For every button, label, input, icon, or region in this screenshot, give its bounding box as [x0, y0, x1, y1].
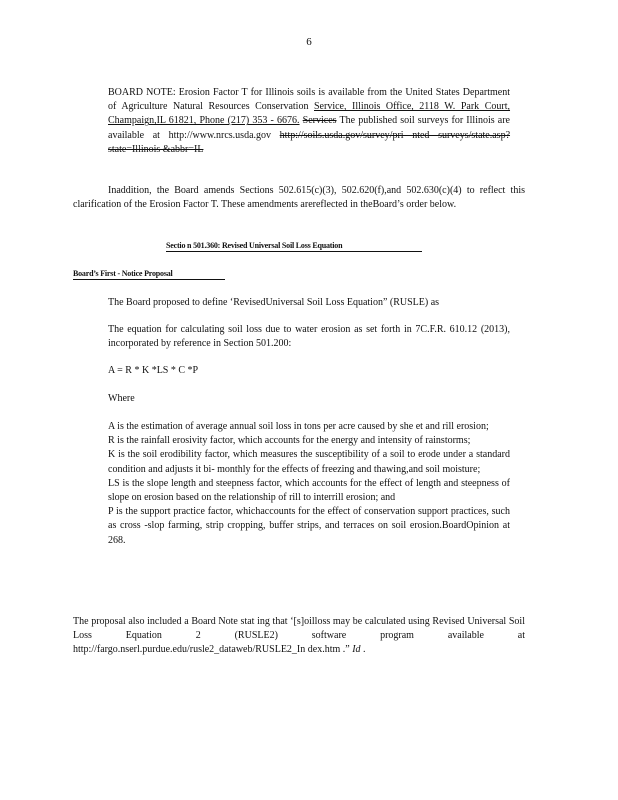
board-note-struck-services: Services — [302, 115, 337, 127]
definition-k: K is the soil erodibility factor, which measures the susceptibility of a soil to erode under a standard condition and adjusts it bi- monthly for the effects of freezing and thawing,and soil moisture; — [108, 449, 510, 475]
section-heading-text: Sectio n 501.360: Revised Universal Soil Loss Equation — [166, 241, 422, 252]
definitions-list — [108, 420, 510, 548]
definition-p: P is the support practice factor, whichaccounts for the effect of conservation support practices, such as cross -slop farming, strip cropping, buffer strips, and terraces on soil erosion.BoardOpinion at 268. — [108, 506, 510, 546]
board-note — [108, 86, 510, 157]
where-label: Where — [108, 393, 135, 404]
subheading — [73, 269, 225, 280]
closing-paragraph-main: The proposal also included a Board Note stat ing that ‘[s]oilloss may be calculated using Revised Universal Soil Loss Equation 2 (RUSLE2) software program available at http://fargo.nserl.purdue.edu/rusle2_dataweb/RUSLE2_In dex.htm .” — [73, 616, 525, 656]
board-note-struck-url: http://soils.usda.gov/survey/pri nted surveys/state.asp?state=Illinois &abbr=IL — [108, 129, 511, 155]
definition-ls: LS is the slope length and steepness factor, which accounts for the effect of length and steepness of slope on erosion based on the relationship of rill to interrill erosion; and — [108, 477, 510, 504]
subheading-text: Board’s First - Notice Proposal — [73, 269, 225, 280]
board-note-mid: The published soil surveys for Illinois are available at http://www.nrcs.usda.gov — [108, 115, 510, 141]
closing-paragraph — [73, 615, 525, 658]
closing-paragraph-end: . — [360, 644, 366, 656]
formula: A = R * K *LS * C *P — [108, 365, 199, 376]
paragraph-addition: Inaddition, the Board amends Sections 502.615(c)(3), 502.620(f),and 502.630(c)(4) to reflect this clarification of the Erosion Factor T. These amendments arereflected in theBoard’s order below. — [73, 185, 525, 211]
section-heading — [166, 241, 422, 252]
definition-r: R is the rainfall erosivity factor, which accounts for the energy and intensity of rainstorms; — [108, 435, 471, 447]
board-note-prefix: BOARD NOTE: Erosion Factor T for Illinois soils is available from the United States Department of Agriculture Natural Resources Conservation — [108, 87, 510, 113]
equation-paragraph: The equation for calculating soil loss due to water erosion as set forth in 7C.F.R. 610.12 (2013), incorporated by reference in Section 501.200: — [108, 324, 510, 350]
closing-paragraph-id: Id — [352, 644, 361, 656]
definition-a: A is the estimation of average annual soil loss in tons per acre caused by she et and rill erosion; — [108, 421, 489, 432]
proposal-paragraph: The Board proposed to define ‘RevisedUniversal Soil Loss Equation” (RUSLE) as — [108, 297, 440, 308]
page-number: 6 — [306, 36, 312, 48]
board-note-address: Service, Illinois Office, 2118 W. Park Court, Champaign,IL 61821, Phone (217) 353 - 6676. — [108, 101, 511, 127]
